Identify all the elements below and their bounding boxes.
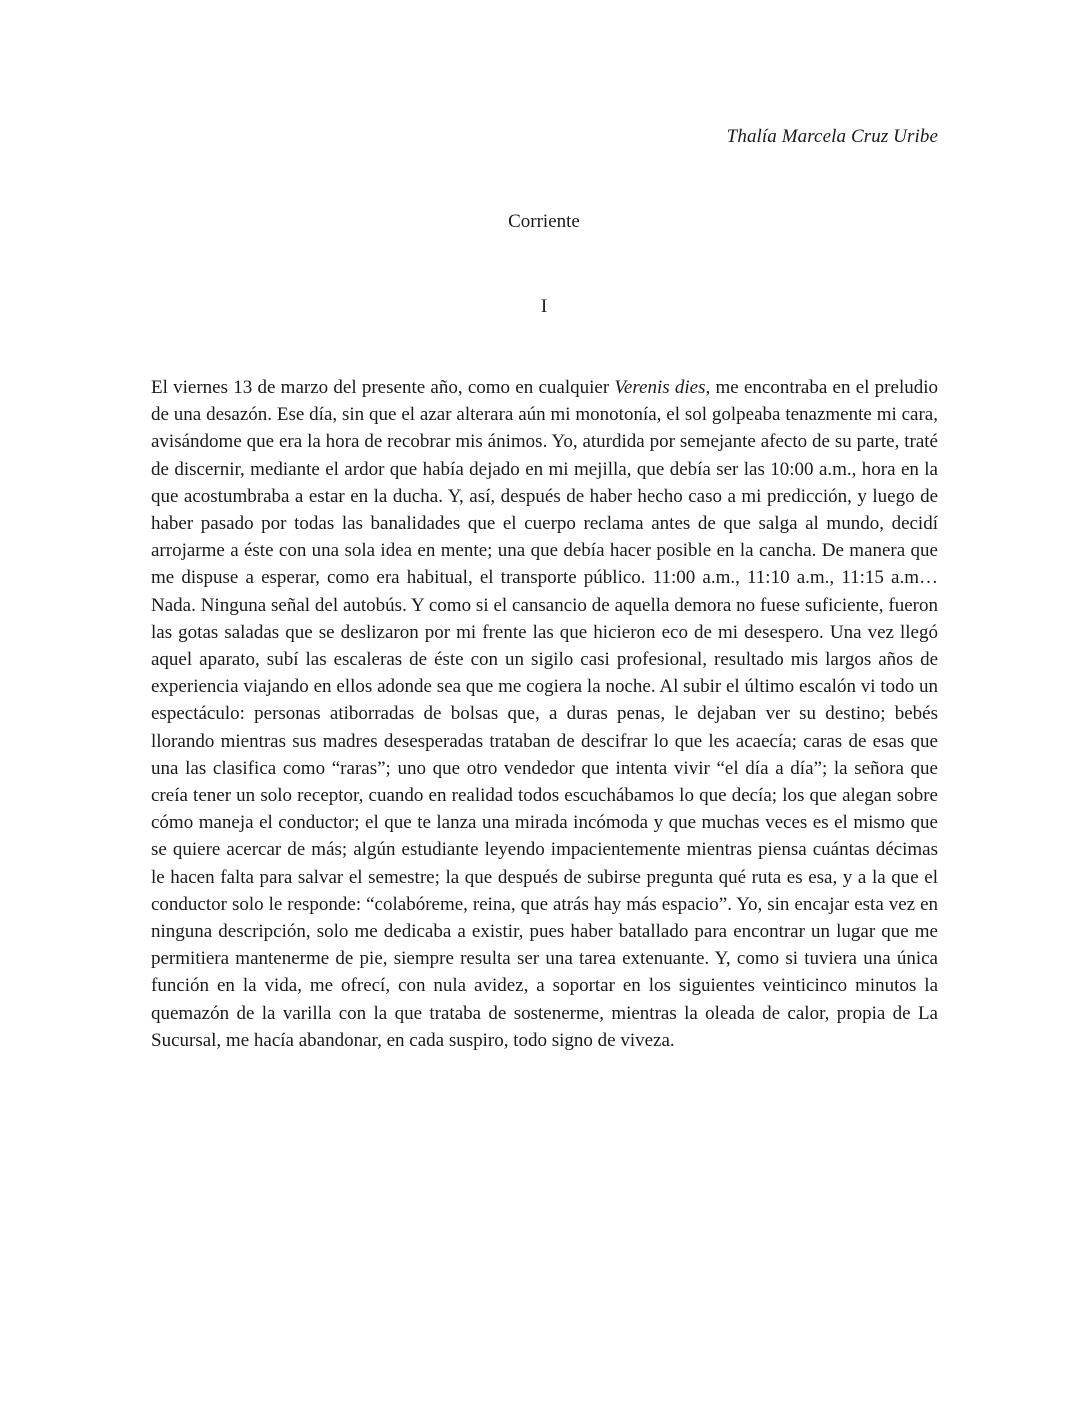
- paragraph-text-start: El viernes 13 de marzo del presente año, como en cualquier: [151, 377, 615, 398]
- document-title: Corriente: [508, 211, 580, 232]
- author-name: Thalía Marcela Cruz Uribe: [726, 126, 938, 147]
- body-paragraph: [151, 374, 938, 1054]
- paragraph-text-rest: , me encontraba en el preludio de una desazón. Ese día, sin que el azar alterara aún mi monotonía, el sol golpeaba tenazmente mi cara, avisándome que era la hora de recobrar mis ánimos. Yo, aturdida por semejante afecto de su parte, traté de discernir, mediante el ardor que había dejado en mi mejilla, que debía ser las 10:00 a.m., hora en la que acostumbraba a estar en la ducha. Y, así, después de haber hecho caso a mi predicción, y luego de haber pasado por todas las banalidades que el cuerpo reclama antes de que salga al mundo, decidí arrojarme a éste con una sola idea en mente; una que debía hacer posible en la cancha. De manera que me dispuse a esperar, como era habitual, el transporte público. 11:00 a.m., 11:10 a.m., 11:15 a.m… Nada. Ninguna señal del autobús. Y como si el cansancio de aquella demora no fuese suficiente, fueron las gotas saladas que se deslizaron por mi frente las que hicieron eco de mi desespero. Una vez llegó aquel aparato, subí las escaleras de éste con un sigilo casi profesional, resultado mis largos años de experiencia viajando en ellos adonde sea que me cogiera la noche. Al subir el último escalón vi todo un espectáculo: personas atiborradas de bolsas que, a duras penas, le dejaban ver su destino; bebés llorando mientras sus madres desesperadas trataban de descifrar lo que les acaecía; caras de esas que una las clasifica como “raras”; uno que otro vendedor que intenta vivir “el día a día”; la señora que creía tener un solo receptor, cuando en realidad todos escuchábamos lo que decía; los que alegan sobre cómo maneja el conductor; el que te lanza una mirada incómoda y que muchas veces es el mismo que se quiere acercar de más; algún estudiante leyendo impacientemente mientras piensa cuántas décimas le hacen falta para salvar el semestre; la que después de subirse pregunta qué ruta es esa, y a la que el conductor solo le responde: “colabóreme, reina, que atrás hay más espacio”. Yo, sin encajar esta vez en ninguna descripción, solo me dedicaba a existir, pues haber batallado para encontrar un lugar que me permitiera mantenerme de pie, siempre resulta ser una tarea extenuante. Y, como si tuviera una única función en la vida, me ofrecí, con nula avidez, a soportar en los siguientes veinticinco minutos la quemazón de la varilla con la que trataba de sostenerme, mientras la oleada de calor, propia de La Sucursal, me hacía abandonar, en cada suspiro, todo signo de viveza.: [151, 377, 938, 1051]
- section-number: I: [540, 296, 548, 317]
- italic-phrase: Verenis dies: [614, 377, 706, 398]
